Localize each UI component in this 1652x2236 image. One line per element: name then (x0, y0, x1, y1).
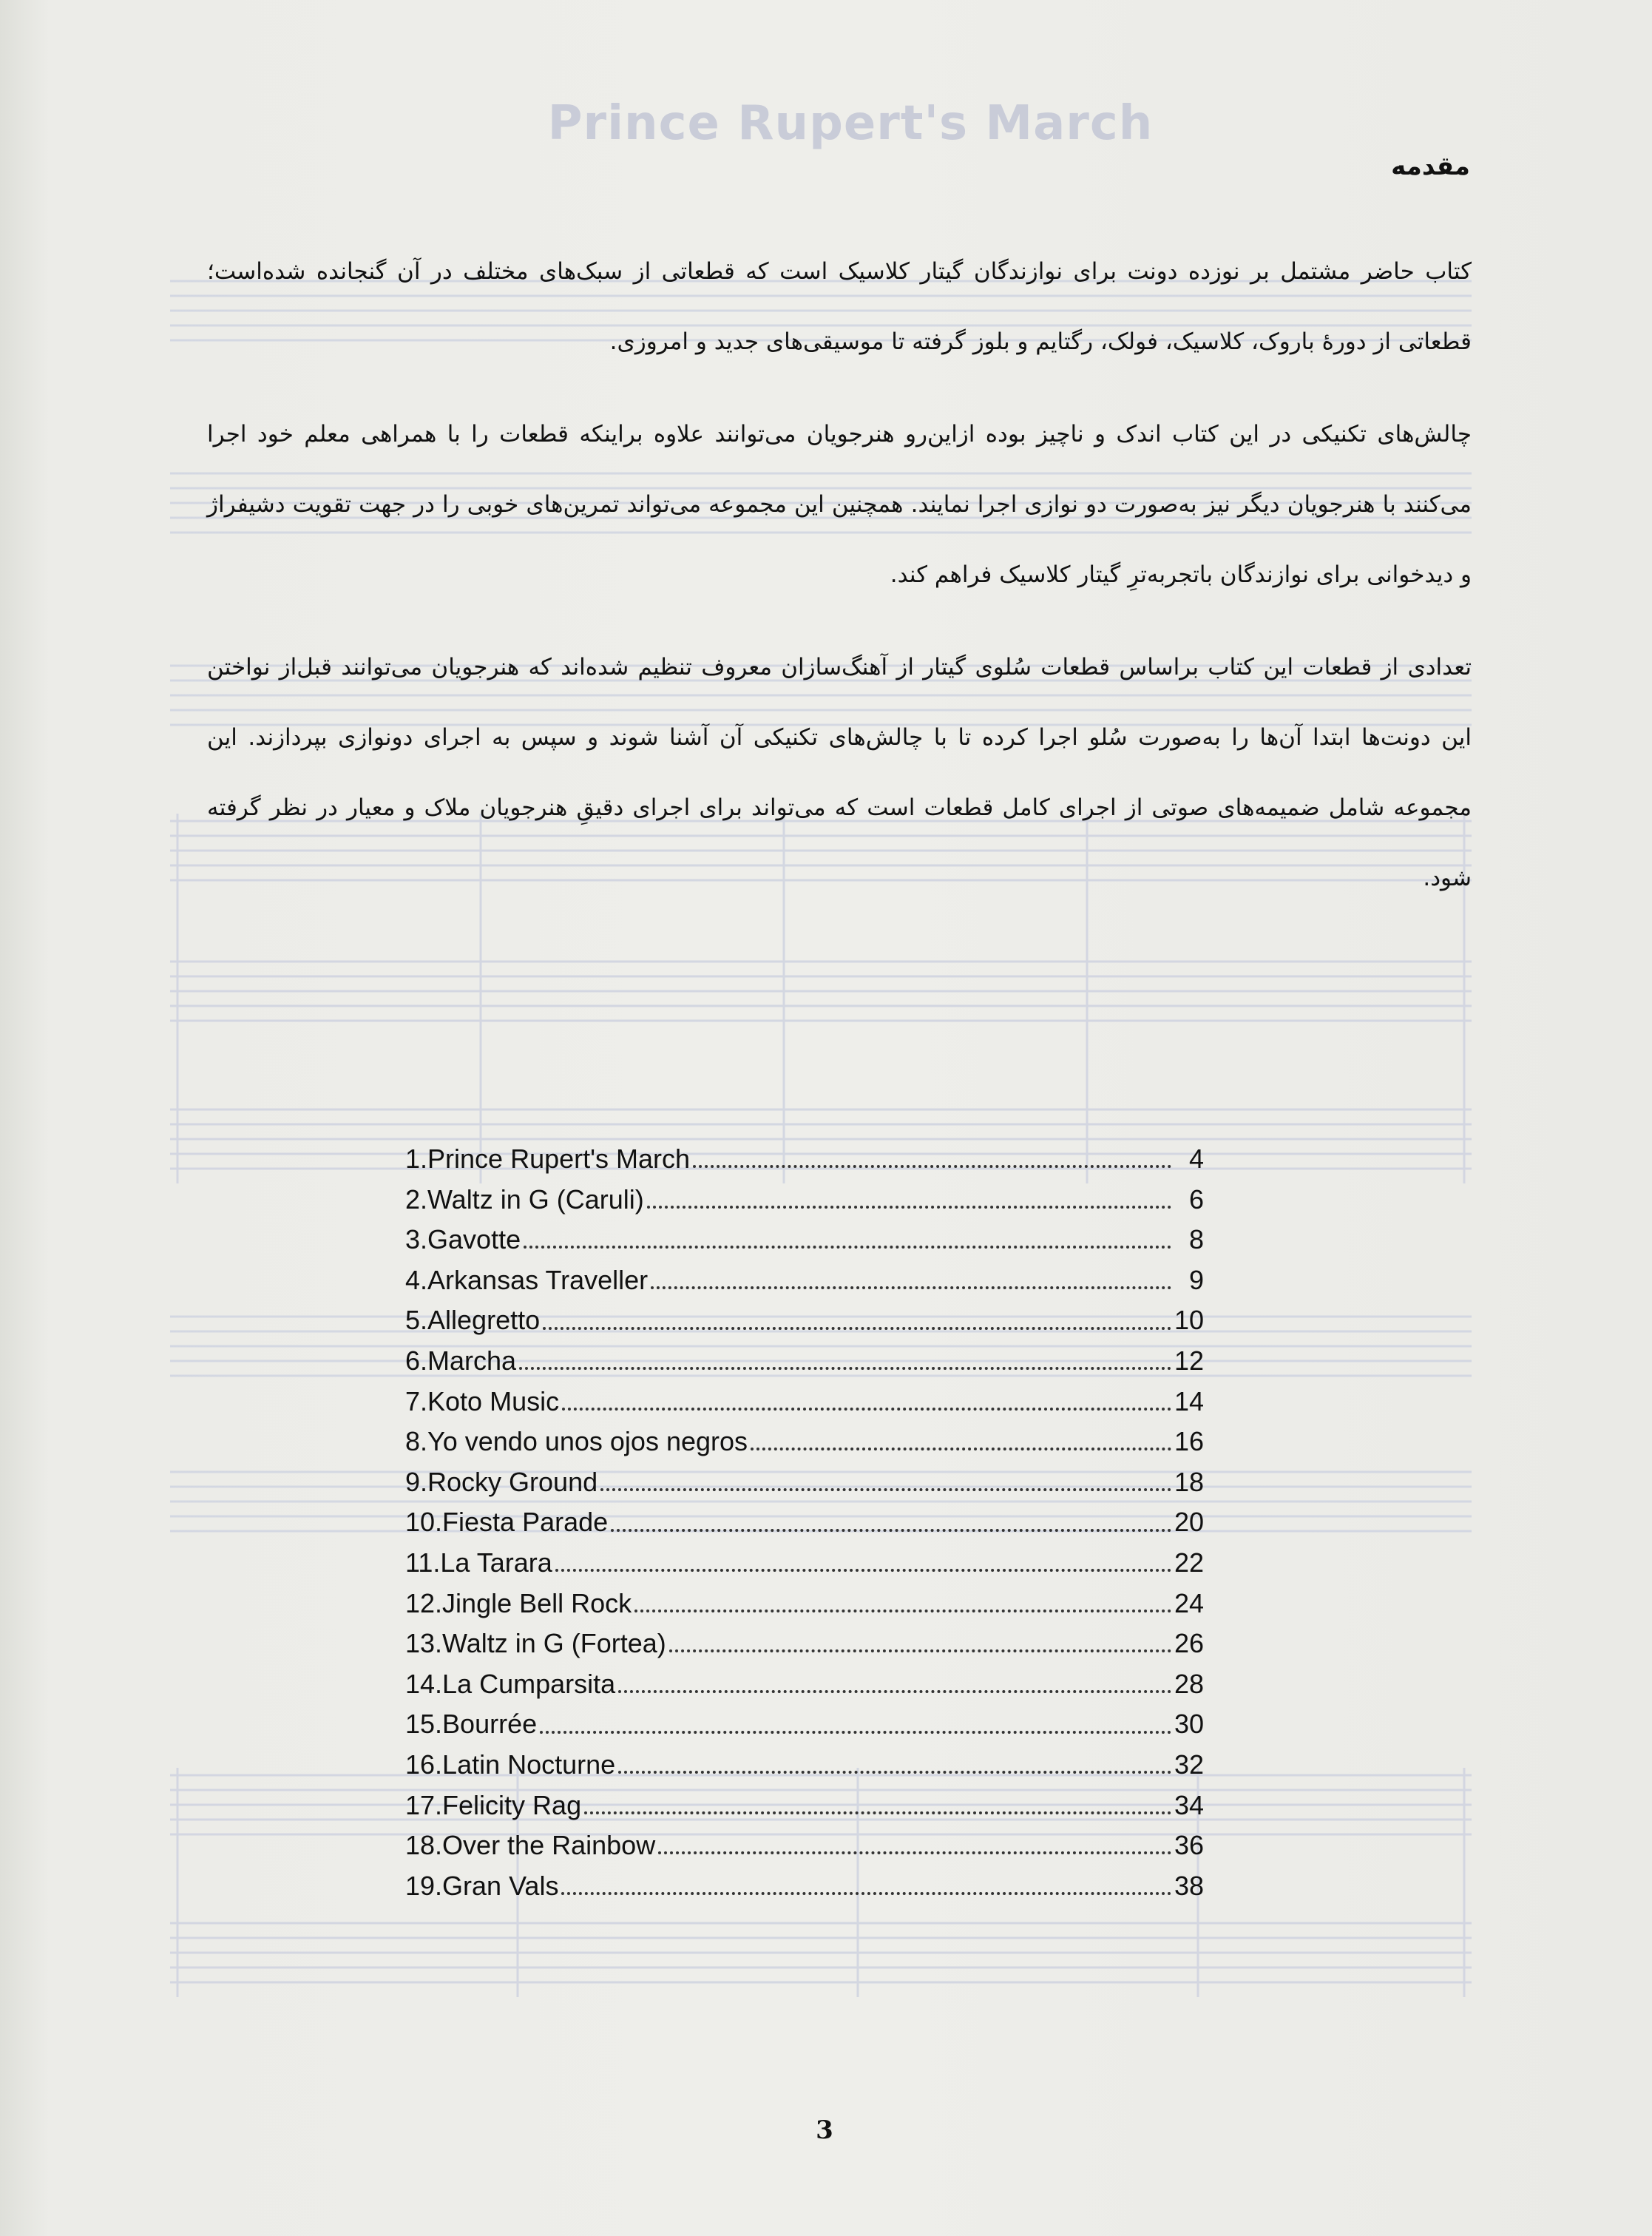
toc-entry (405, 1543, 1204, 1584)
section-heading: مقدمه (1391, 152, 1470, 181)
toc-entry (405, 1260, 1204, 1301)
toc-dot-leader (562, 1408, 1171, 1411)
toc-entry-page: 24 (1174, 1587, 1204, 1618)
toc-dot-leader (600, 1488, 1171, 1491)
toc-dot-leader (524, 1246, 1171, 1249)
toc-entry (405, 1180, 1204, 1220)
toc-entry-title: 6.Marcha (405, 1345, 517, 1376)
intro-text (207, 237, 1472, 936)
toc-entry-title: 13.Waltz in G (Fortea) (405, 1628, 666, 1659)
toc-dot-leader (751, 1448, 1171, 1450)
toc-entry-page: 32 (1174, 1749, 1204, 1780)
toc-entry-title: 4.Arkansas Traveller (405, 1264, 649, 1295)
toc-dot-leader (584, 1811, 1171, 1814)
toc-dot-leader (540, 1731, 1171, 1734)
toc-entry-title: 11.La Tarara (405, 1547, 552, 1578)
toc-entry-title: 16.Latin Nocturne (405, 1749, 616, 1780)
toc-entry (405, 1220, 1204, 1260)
toc-entry-page: 14 (1174, 1385, 1204, 1416)
toc-entry-title: 9.Rocky Ground (405, 1466, 598, 1497)
toc-entry-page: 30 (1174, 1709, 1204, 1740)
toc-entry-page: 16 (1174, 1426, 1204, 1457)
toc-entry (405, 1704, 1204, 1745)
toc-dot-leader (555, 1569, 1171, 1572)
toc-entry-page: 6 (1188, 1183, 1204, 1215)
toc-dot-leader (618, 1771, 1171, 1774)
toc-entry (405, 1462, 1204, 1503)
toc-entry (405, 1382, 1204, 1422)
toc-entry-page: 34 (1174, 1789, 1204, 1820)
toc-entry-title: 5.Allegretto (405, 1305, 541, 1336)
toc-entry-page: 10 (1174, 1305, 1204, 1336)
toc-entry-page: 36 (1174, 1830, 1204, 1861)
toc-entry (405, 1866, 1204, 1907)
toc-entry-page: 8 (1188, 1224, 1204, 1255)
table-of-contents (405, 1139, 1204, 1906)
toc-entry (405, 1139, 1204, 1180)
toc-entry-title: 14.La Cumparsita (405, 1668, 616, 1699)
toc-entry (405, 1502, 1204, 1543)
toc-entry (405, 1300, 1204, 1341)
toc-entry-title: 18.Over the Rainbow (405, 1830, 656, 1861)
intro-paragraph-1: کتاب حاضر مشتمل بر نوزده دونت برای نوازندگان گیتار کلاسیک است که قطعاتی از سبک‌های مختلف در آن گنجانده شده‌است؛ قطعاتی از دورهٔ باروک، کلاسیک، فولک، رگتایم و بلوز گرفته تا موسیقی‌های جدید و امروزی. (207, 258, 1472, 355)
toc-entry-page: 18 (1174, 1466, 1204, 1497)
toc-entry-page: 20 (1174, 1507, 1204, 1538)
toc-entry (405, 1825, 1204, 1866)
toc-entry (405, 1584, 1204, 1624)
intro-paragraph-2: چالش‌های تکنیکی در این کتاب اندک و ناچیز بوده ازاین‌رو هنرجویان می‌توانند علاوه براینکه قطعات را با همراهی معلم خود اجرا می‌کنند با هنرجویان دیگر نیز به‌صورت دو نوازی اجرا نمایند. همچنین این مجموعه می‌تواند تمرین‌های خوبی را در جهت تقویت دشیفراژ و دیدخوانی برای نوازندگان باتجربه‌ترِ گیتار کلاسیک فراهم کند. (207, 421, 1472, 588)
toc-entry-title: 1.Prince Rupert's March (405, 1144, 691, 1174)
toc-entry-page: 9 (1188, 1264, 1204, 1295)
toc-dot-leader (519, 1367, 1171, 1370)
toc-entry-page: 38 (1174, 1870, 1204, 1901)
toc-entry (405, 1422, 1204, 1462)
toc-entry (405, 1745, 1204, 1786)
page-number: 3 (816, 2115, 833, 2145)
toc-dot-leader (543, 1327, 1171, 1330)
toc-dot-leader (611, 1529, 1171, 1532)
toc-entry-title: 15.Bourrée (405, 1709, 538, 1740)
toc-entry (405, 1664, 1204, 1705)
toc-dot-leader (693, 1165, 1171, 1168)
toc-entry-title: 19.Gran Vals (405, 1870, 559, 1901)
toc-entry-page: 28 (1174, 1668, 1204, 1699)
intro-paragraph-3: تعدادی از قطعات این کتاب براساس قطعات سُلوی گیتار از آهنگ‌سازان معروف تنظیم شده‌اند که هنرجویان می‌توانند قبل‌از نواختن این دونت‌ها ابتدا آن‌ها را به‌صورت سُلو اجرا کرده تا با چالش‌های تکنیکی آن آشنا شوند و سپس به اجرای دونوازی بپردازند. این مجموعه شامل ضمیمه‌های صوتی از اجرای کامل قطعات است که می‌تواند برای اجرای دقیقِ هنرجویان ملاک و معیار در نظر گرفته شود. (207, 654, 1472, 891)
show-through-title: Prince Rupert's March (547, 96, 1154, 151)
toc-entry-page: 26 (1174, 1628, 1204, 1659)
toc-dot-leader (561, 1892, 1171, 1895)
toc-dot-leader (658, 1851, 1171, 1854)
toc-entry-title: 2.Waltz in G (Caruli) (405, 1183, 644, 1215)
toc-entry-title: 12.Jingle Bell Rock (405, 1587, 632, 1618)
toc-entry-page: 12 (1174, 1345, 1204, 1376)
toc-entry-title: 17.Felicity Rag (405, 1789, 582, 1820)
toc-entry-page: 22 (1174, 1547, 1204, 1578)
toc-dot-leader (669, 1649, 1171, 1652)
toc-entry (405, 1624, 1204, 1664)
toc-entry-title: 7.Koto Music (405, 1385, 560, 1416)
toc-entry (405, 1786, 1204, 1826)
toc-dot-leader (647, 1206, 1171, 1209)
toc-dot-leader (651, 1286, 1171, 1289)
toc-entry (405, 1341, 1204, 1382)
toc-entry-title: 3.Gavotte (405, 1224, 521, 1255)
toc-dot-leader (634, 1610, 1171, 1612)
toc-dot-leader (618, 1690, 1171, 1693)
toc-entry-title: 10.Fiesta Parade (405, 1507, 609, 1538)
toc-entry-title: 8.Yo vendo unos ojos negros (405, 1426, 748, 1457)
toc-entry-page: 4 (1188, 1144, 1204, 1174)
